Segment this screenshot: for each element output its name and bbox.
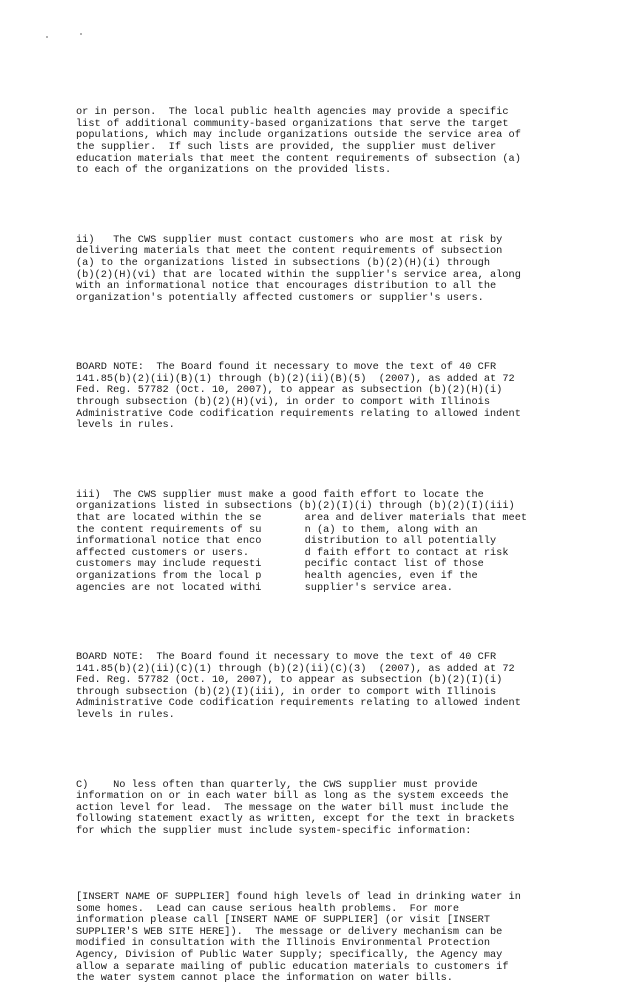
text-line: (b)(2)(H)(vi) that are located within the supplier's service area, along: [76, 268, 521, 281]
text-line: 141.85(b)(2)(ii)(B)(1) through (b)(2)(ii)(B)(5) (2007), as added at 72: [76, 372, 515, 385]
text-line: allow a separate mailing of public education materials to customers if: [76, 960, 509, 973]
text-line: the supplier. If such lists are provided, the supplier must deliver: [76, 140, 497, 153]
text-line: for which the supplier must include system-specific information:: [76, 825, 472, 837]
text-line: some homes. Lead can cause serious health problems. For more: [76, 902, 460, 915]
text-line: SUPPLIER'S WEB SITE HERE]). The message or delivery mechanism can be: [76, 925, 503, 938]
text-line: Fed. Reg. 57782 (Oct. 10, 2007), to appear as subsection (b)(2)(I)(i): [76, 674, 503, 687]
text-line: list of additional community-based organizations that serve the target: [76, 117, 509, 130]
subsection-C: [76, 780, 548, 838]
text-line: organizations from the local p health agencies, even if the: [76, 569, 478, 582]
text-line: through subsection (b)(2)(I)(iii), in order to comport with Illinois: [76, 685, 497, 698]
text-line: Administrative Code codification requirements relating to allowed indent: [76, 697, 521, 710]
text-line: information on or in each water bill as long as the system exceeds the: [76, 790, 509, 803]
text-line: informational notice that enco distribution to all potentially: [76, 535, 497, 548]
text-line: action level for lead. The message on the water bill must include the: [76, 801, 509, 814]
text-line: information please call [INSERT NAME OF SUPPLIER] (or visit [INSERT: [76, 914, 491, 927]
text-line: (a) to the organizations listed in subsections (b)(2)(H)(i) through: [76, 256, 491, 269]
text-line: customers may include requesti pecific contact list of those: [76, 558, 484, 571]
text-line: education materials that meet the content requirements of subsection (a): [76, 152, 521, 165]
document-body: [76, 84, 548, 1008]
text-line: agencies are not located withi supplier's service area.: [76, 581, 453, 594]
required-statement: [76, 892, 548, 985]
text-line: levels in rules.: [76, 709, 175, 722]
text-line: organizations listed in subsections (b)(2)(I)(i) through (b)(2)(I)(iii): [76, 500, 515, 513]
text-line: Fed. Reg. 57782 (Oct. 10, 2007), to appear as subsection (b)(2)(H)(i): [76, 384, 503, 397]
board-note-2: [76, 652, 548, 722]
text-line: levels in rules.: [76, 419, 175, 432]
text-line: the content requirements of su n (a) to them, along with an: [76, 523, 478, 536]
board-note-1: [76, 362, 548, 432]
text-line: through subsection (b)(2)(H)(vi), in order to comport with Illinois: [76, 396, 491, 409]
text-line: with an informational notice that encourages distribution to all the: [76, 280, 497, 293]
text-line: delivering materials that meet the content requirements of subsection: [76, 245, 503, 258]
text-line: ii) The CWS supplier must contact customers who are most at risk by: [76, 233, 503, 246]
text-line: that are located within the se area and deliver materials that meet: [76, 511, 528, 524]
text-line: BOARD NOTE: The Board found it necessary to move the text of 40 CFR: [76, 651, 497, 664]
text-line: populations, which may include organizations outside the service area of: [76, 129, 521, 142]
text-line: Agency, Division of Public Water Supply; specifically, the Agency may: [76, 948, 503, 961]
text-line: the water system cannot place the information on water bills.: [76, 972, 453, 985]
text-line: C) No less often than quarterly, the CWS supplier must provide: [76, 778, 478, 791]
text-line: modified in consultation with the Illinois Environmental Protection: [76, 937, 491, 950]
text-line: to each of the organizations on the provided lists.: [76, 164, 392, 177]
text-line: or in person. The local public health agencies may provide a specific: [76, 106, 509, 119]
text-line: [INSERT NAME OF SUPPLIER] found high levels of lead in drinking water in: [76, 890, 521, 903]
text-line: organization's potentially affected customers or supplier's users.: [76, 291, 484, 304]
text-line: iii) The CWS supplier must make a good faith effort to locate the: [76, 488, 484, 501]
text-line: 141.85(b)(2)(ii)(C)(1) through (b)(2)(ii)(C)(3) (2007), as added at 72: [76, 662, 515, 675]
subsection-iii: [76, 490, 548, 594]
text-line: affected customers or users. d faith effort to contact at risk: [76, 546, 509, 559]
subsection-ii: [76, 235, 548, 305]
text-line: following statement exactly as written, except for the text in brackets: [76, 813, 515, 826]
text-line: BOARD NOTE: The Board found it necessary to move the text of 40 CFR: [76, 361, 497, 374]
text-line: Administrative Code codification requirements relating to allowed indent: [76, 407, 521, 420]
intro-paragraph: [76, 107, 548, 177]
